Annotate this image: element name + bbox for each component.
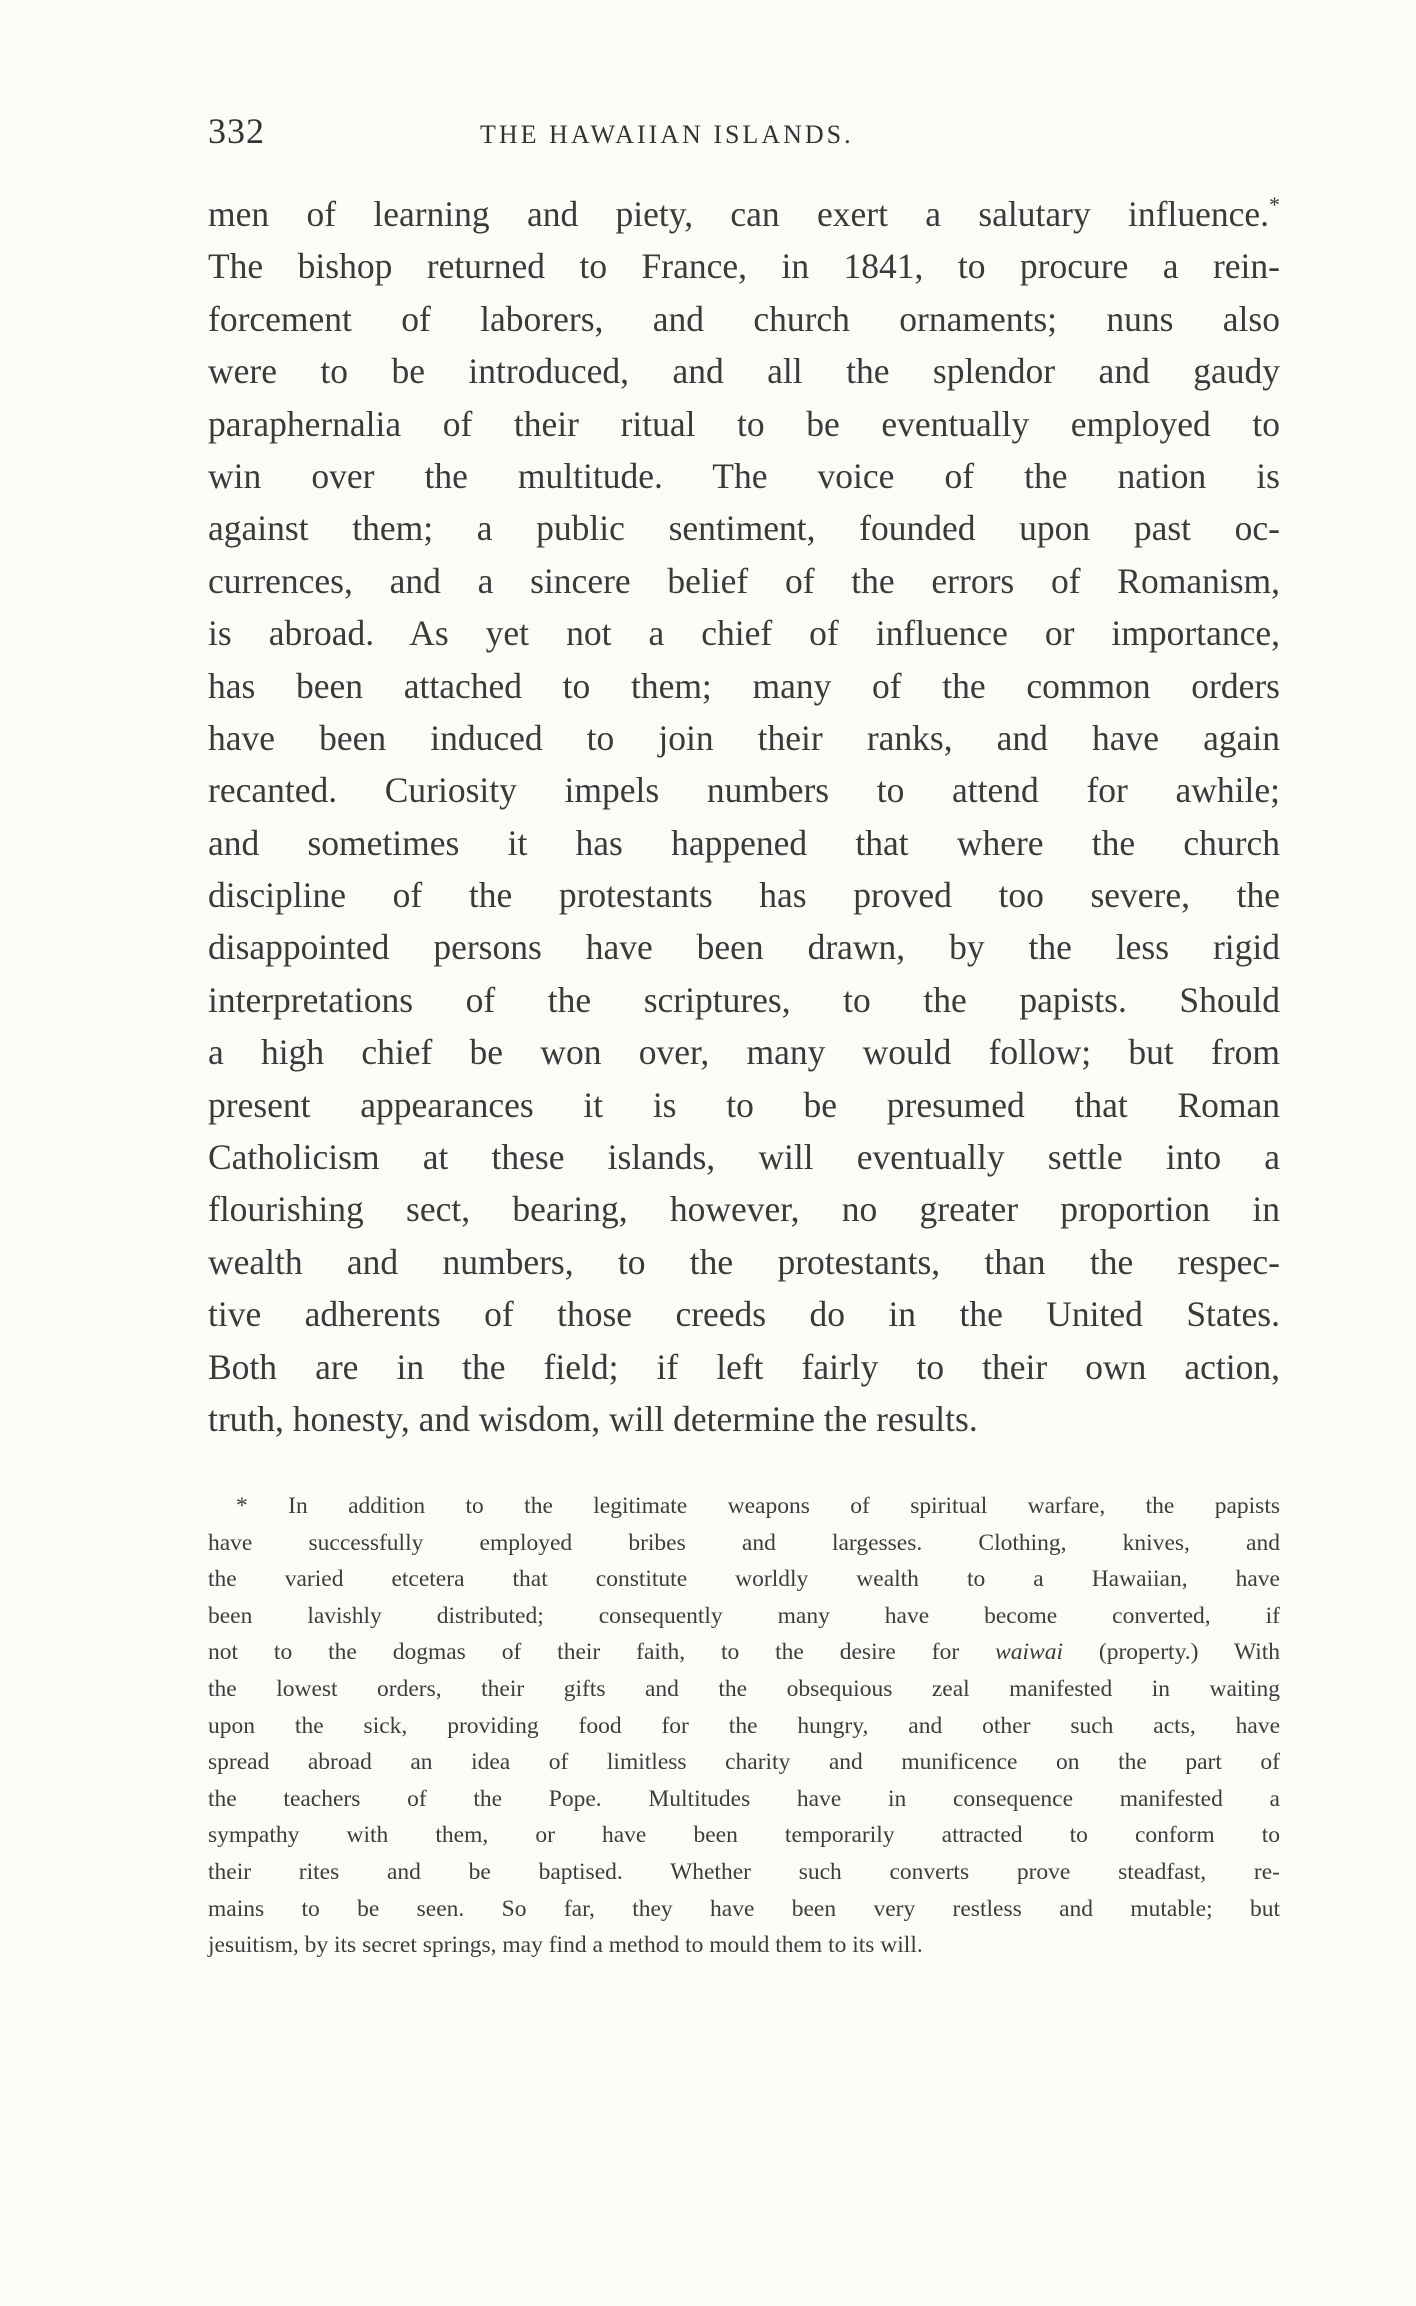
page-number: 332 <box>208 111 265 151</box>
footnote-line: spread abroad an idea of limitless charity and munificence on the part of <box>208 1749 1280 1776</box>
body-line: disappointed persons have been drawn, by the less rigid <box>208 927 1280 968</box>
body-line: has been attached to them; many of the common orders <box>208 665 1280 706</box>
footnote-line: * In addition to the legitimate weapons of spiritual warfare, the papists <box>236 1493 1280 1519</box>
body-line: discipline of the protestants has proved too severe, the <box>208 875 1280 916</box>
running-title: THE HAWAIIAN ISLANDS. <box>480 120 854 149</box>
footnote-line: upon the sick, providing food for the hungry, and other such acts, have <box>208 1712 1280 1739</box>
body-line: a high chief be won over, many would follow; but from <box>208 1032 1280 1073</box>
body-line: and sometimes it has happened that where the church <box>208 822 1280 863</box>
body-line: recanted. Curiosity impels numbers to attend for awhile; <box>208 770 1280 811</box>
body-line: have been induced to join their ranks, and have again <box>208 717 1280 758</box>
footnote-line: not to the dogmas of their faith, to the desire for waiwai (property.) With <box>208 1639 1281 1666</box>
footnote-line: the teachers of the Pope. Multitudes have in consequence manifested a <box>208 1785 1280 1812</box>
body-line: paraphernalia of their ritual to be eventually employed to <box>208 403 1280 444</box>
body-line: win over the multitude. The voice of the nation is <box>208 455 1280 496</box>
footnote <box>208 1488 1280 1964</box>
footnote-line: sympathy with them, or have been temporarily attracted to conform to <box>208 1822 1280 1849</box>
body-line: were to be introduced, and all the splendor and gaudy <box>208 351 1280 392</box>
body-line: present appearances it is to be presumed that Roman <box>208 1084 1280 1125</box>
body-line: Catholicism at these islands, will eventually settle into a <box>208 1137 1280 1178</box>
body-line: men of learning and piety, can exert a salutary influence.* <box>208 192 1280 234</box>
footnote-line: their rites and be baptised. Whether such converts prove steadfast, re- <box>208 1858 1280 1885</box>
body-line: forcement of laborers, and church ornaments; nuns also <box>208 298 1280 339</box>
italic-term: waiwai <box>995 1639 1063 1666</box>
body-line: interpretations of the scriptures, to the papists. Should <box>208 979 1280 1020</box>
body-line: The bishop returned to France, in 1841, to procure a rein- <box>208 246 1280 287</box>
body-line: currences, and a sincere belief of the errors of Romanism, <box>208 560 1280 601</box>
body-line: tive adherents of those creeds do in the United States. <box>208 1294 1280 1335</box>
body-line: flourishing sect, bearing, however, no greater proportion in <box>208 1189 1280 1230</box>
footnote-reference: * <box>1269 192 1280 217</box>
footnote-line: have successfully employed bribes and largesses. Clothing, knives, and <box>208 1529 1280 1556</box>
footnote-line: been lavishly distributed; consequently many have become converted, if <box>208 1602 1280 1629</box>
footnote-line: mains to be seen. So far, they have been very restless and mutable; but <box>208 1895 1280 1922</box>
body-line: wealth and numbers, to the protestants, than the respec- <box>208 1241 1280 1282</box>
footnote-line: jesuitism, by its secret springs, may find a method to mould them to its will. <box>208 1932 923 1959</box>
footnote-line: the varied etcetera that constitute worldly wealth to a Hawaiian, have <box>208 1566 1280 1593</box>
footnote-line: the lowest orders, their gifts and the obsequious zeal manifested in waiting <box>208 1675 1280 1702</box>
body-text <box>208 188 1280 1445</box>
body-line: truth, honesty, and wisdom, will determine the results. <box>208 1398 978 1439</box>
footnote-marker: * <box>236 1493 248 1519</box>
page-header <box>208 110 1280 160</box>
body-line: is abroad. As yet not a chief of influence or importance, <box>208 613 1280 654</box>
body-line: Both are in the field; if left fairly to their own action, <box>208 1346 1280 1387</box>
body-line: against them; a public sentiment, founded upon past oc- <box>208 508 1280 549</box>
